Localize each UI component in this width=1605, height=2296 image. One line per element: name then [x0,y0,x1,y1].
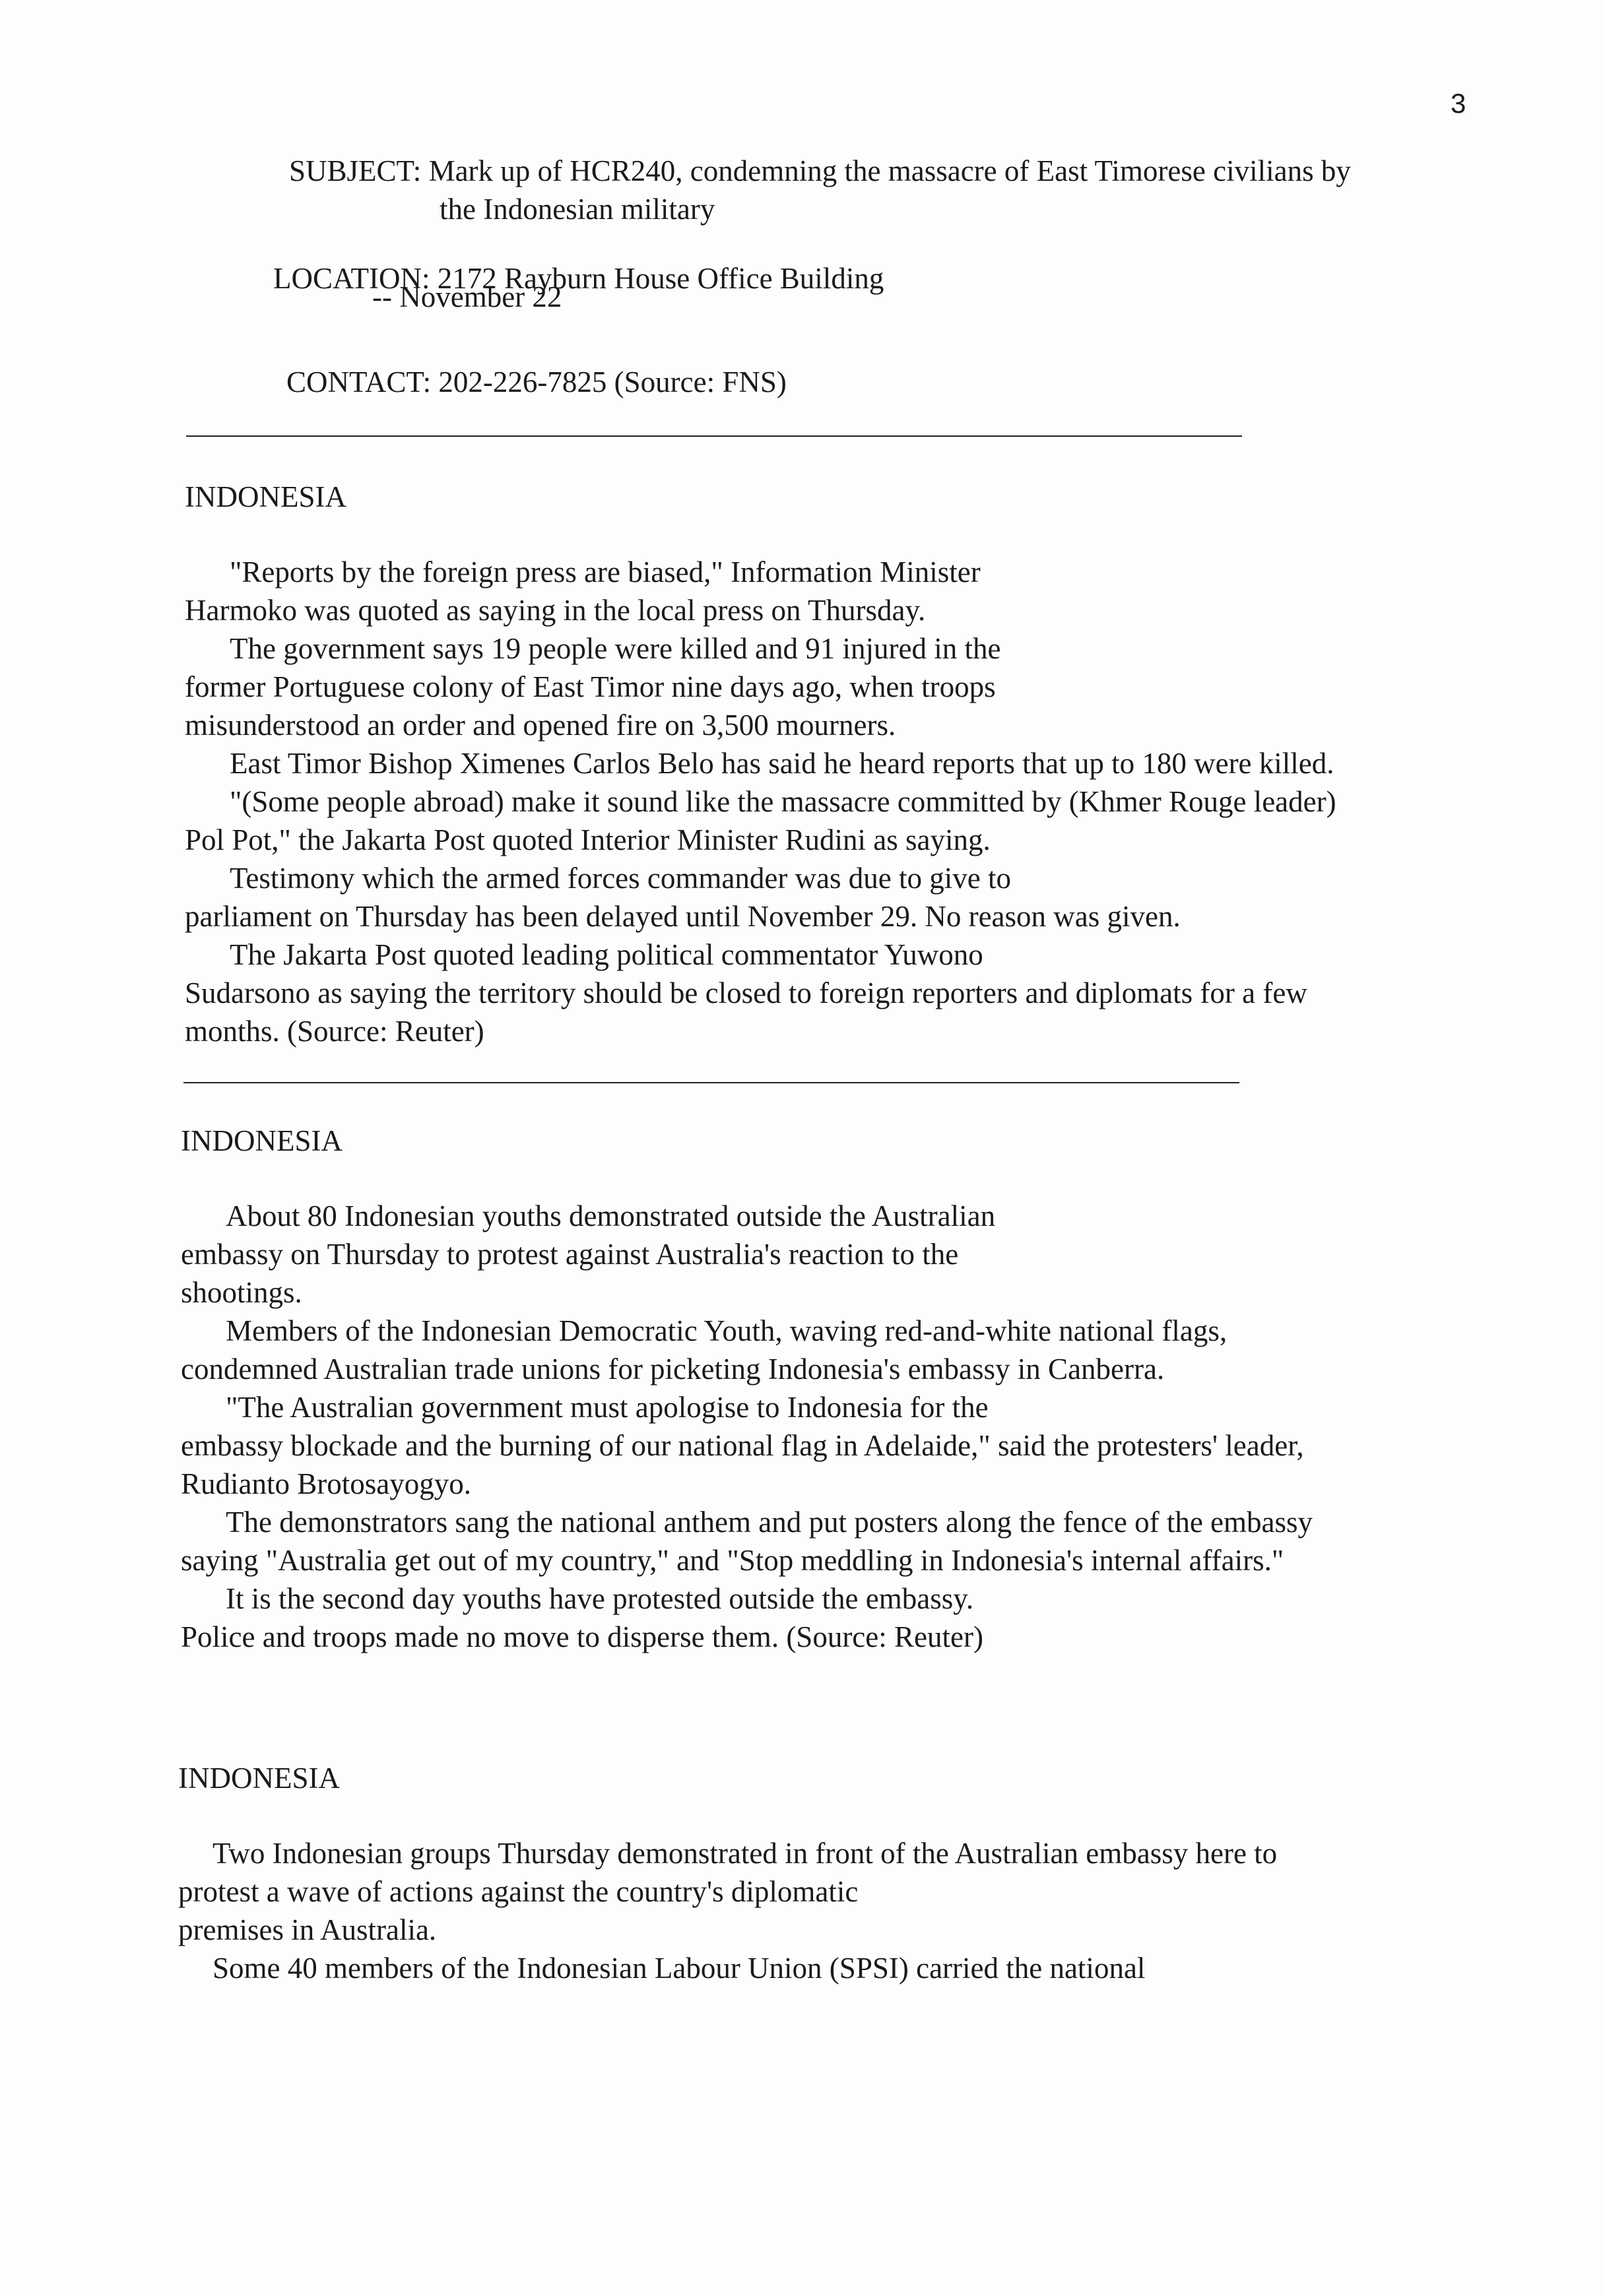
location-date: -- November 22 [372,280,562,313]
section-heading: INDONESIA [178,1762,340,1795]
article-line: "Reports by the foreign press are biased," Information Minister [230,556,981,589]
section-heading: INDONESIA [181,1124,343,1157]
article-line: About 80 Indonesian youths demonstrated outside the Australian [226,1199,996,1232]
article-line: premises in Australia. [178,1913,437,1946]
contact-text: 202-226-7825 (Source: FNS) [438,366,787,399]
article-line: Members of the Indonesian Democratic Youth, waving red-and-white national flags, [226,1314,1228,1347]
location-block [273,262,1131,313]
divider-rule [186,435,1242,437]
article-line: protest a wave of actions against the country's diplomatic [178,1875,859,1908]
article-line: Harmoko was quoted as saying in the local press on Thursday. [185,594,926,627]
article-line: The government says 19 people were killed and 91 injured in the [230,632,1001,665]
article-line: embassy blockade and the burning of our national flag in Adelaide," said the protesters' leader, [181,1429,1304,1462]
article-line: Pol Pot," the Jakarta Post quoted Interior Minister Rudini as saying. [185,823,991,856]
subject-label: SUBJECT: [289,154,422,187]
article-line: months. (Source: Reuter) [185,1015,484,1048]
article-line: It is the second day youths have protested outside the embassy. [226,1582,974,1615]
location-text: 2172 Rayburn House Office Building [437,262,884,295]
contact-label: CONTACT: [286,366,432,399]
article-line: "(Some people abroad) make it sound like the massacre committed by (Khmer Rouge leader) [230,785,1336,818]
section-body [185,553,1505,1050]
article-line: The demonstrators sang the national anthem and put posters along the fence of the embassy [226,1506,1313,1539]
page-number: 3 [1451,88,1466,119]
article-line: former Portuguese colony of East Timor nine days ago, when troops [185,670,996,703]
section-heading: INDONESIA [185,480,346,513]
section-body [181,1197,1501,1656]
location-label: LOCATION: [273,262,430,295]
article-line: Some 40 members of the Indonesian Labour Union (SPSI) carried the national [213,1952,1146,1985]
subject-block [289,152,1477,228]
article-line: saying "Australia get out of my country," and "Stop meddling in Indonesia's internal affairs." [181,1544,1284,1577]
article-line: misunderstood an order and opened fire on 3,500 mourners. [185,709,896,742]
contact-block [286,363,1078,401]
article-line: embassy on Thursday to protest against Australia's reaction to the [181,1238,959,1271]
divider-rule [183,1082,1239,1083]
subject-text-line2: the Indonesian military [440,193,715,226]
article-line: Sudarsono as saying the territory should be closed to foreign reporters and diplomats for a few [185,976,1307,1009]
article-line: parliament on Thursday has been delayed until November 29. No reason was given. [185,900,1181,933]
article-line: shootings. [181,1276,302,1309]
article-line: Rudianto Brotosayogyo. [181,1467,471,1500]
article-line: East Timor Bishop Ximenes Carlos Belo has said he heard reports that up to 180 were killed. [230,747,1334,780]
article-line: Two Indonesian groups Thursday demonstrated in front of the Australian embassy here to [213,1837,1278,1870]
article-line: "The Australian government must apologise to Indonesia for the [226,1391,989,1424]
article-line: Police and troops made no move to disperse them. (Source: Reuter) [181,1620,983,1653]
subject-text-line1: Mark up of HCR240, condemning the massacre of East Timorese civilians by [428,154,1351,187]
section-body [178,1834,1498,1987]
article-line: The Jakarta Post quoted leading political commentator Yuwono [230,938,983,971]
article-line: Testimony which the armed forces commander was due to give to [230,862,1011,895]
article-line: condemned Australian trade unions for picketing Indonesia's embassy in Canberra. [181,1353,1165,1386]
